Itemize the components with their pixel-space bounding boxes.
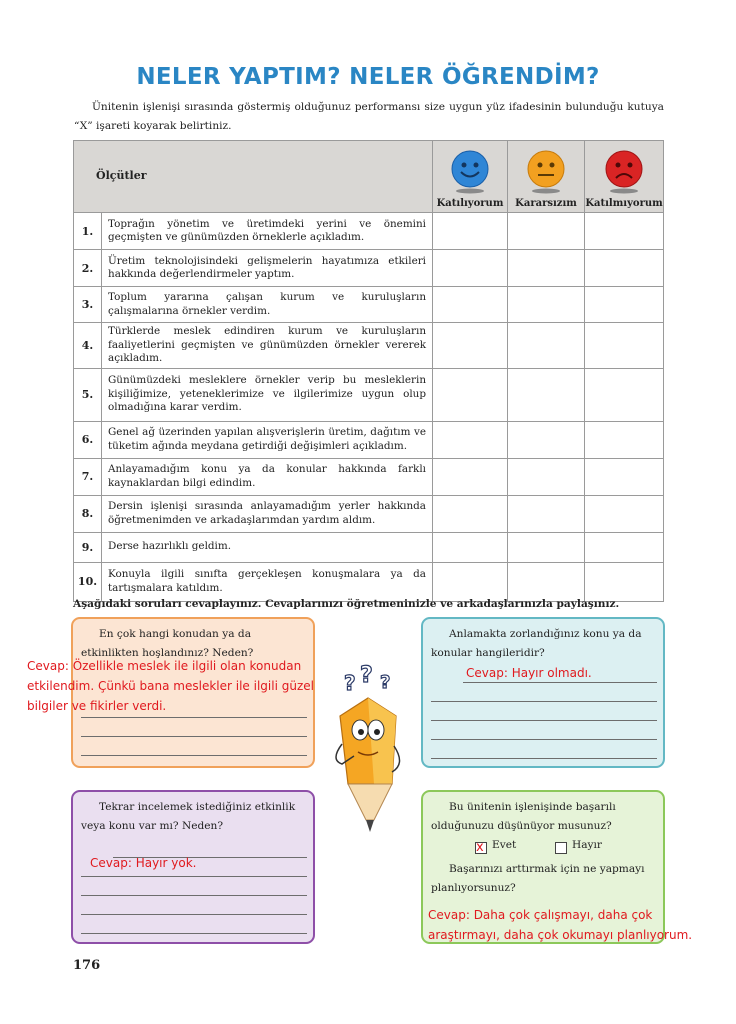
column-undecided [508,141,585,213]
agree-cell[interactable] [433,368,508,421]
table-row [74,421,664,458]
row-number: 4. [74,323,102,369]
row-number: 7. [74,458,102,495]
questions-heading: Aşağıdaki soruları cevaplayınız. Cevaplarınızı öğretmeninizle ve arkadaşlarınızla paylaşınız. [73,598,620,610]
question-text: En çok hangi konudan ya da etkinlikten hoşlandınız? Neden? [81,628,254,659]
agree-cell[interactable] [433,421,508,458]
answer-review: Cevap: Hayır yok. [90,856,197,870]
row-number: 5. [74,368,102,421]
disagree-cell[interactable] [585,421,664,458]
page-title: NELER YAPTIM? NELER ÖĞRENDİM? [136,64,600,90]
column-disagree-label: Katılmıyorum [585,198,663,209]
question-box-difficult [421,617,665,768]
criteria-table [73,140,664,602]
answer-plan: Cevap: Daha çok çalışmayı, daha çok araştırmayı, daha çok okumayı planlıyorum. [428,908,693,942]
row-text: Anlayamadığım konu ya da konular hakkında farklı kaynaklardan bilgi edindim. [102,458,433,495]
undecided-cell[interactable] [508,368,585,421]
svg-text:?: ? [380,672,391,693]
disagree-cell[interactable] [585,532,664,562]
table-row [74,368,664,421]
disagree-cell[interactable] [585,495,664,532]
answer-difficult: Cevap: Hayır olmadı. [466,666,592,680]
row-number: 9. [74,532,102,562]
row-text: Toplum yararına çalışan kurum ve kuruluşların çalışmalarına örnekler verdim. [102,287,433,323]
undecided-cell[interactable] [508,458,585,495]
disagree-cell[interactable] [585,368,664,421]
column-disagree [585,141,664,213]
table-row [74,323,664,369]
instructions: Ünitenin işlenişi sırasında göstermiş olduğunuz performansı size uygun yüz ifadesinin bulunduğu kutuya “X” işareti koyarak belirtiniz. [74,101,664,132]
disagree-cell[interactable] [585,458,664,495]
criteria-header: Ölçütler [74,141,433,213]
question-text: Anlamakta zorlandığınız konu ya da konular hangileridir? [431,628,642,659]
agree-cell[interactable] [433,562,508,601]
undecided-cell[interactable] [508,323,585,369]
agree-cell[interactable] [433,458,508,495]
no-checkbox[interactable] [555,842,567,854]
question-text-2: Başarınızı arttırmak için ne yapmayı planlıyorsunuz? [431,863,645,894]
svg-text:?: ? [344,671,356,695]
question-text: Tekrar incelemek istediğiniz etkinlik veya konu var mı? Neden? [81,801,296,832]
column-undecided-label: Kararsızım [515,198,577,209]
disagree-cell[interactable] [585,287,664,323]
row-text: Günümüzdeki mesleklere örnekler verip bu mesleklerin kişiliğimize, yeteneklerimize ve ilgilerimize uygun olup olmadığına karar verdim. [102,368,433,421]
disagree-cell[interactable] [585,213,664,250]
undecided-cell[interactable] [508,562,585,601]
row-number: 3. [74,287,102,323]
undecided-cell[interactable] [508,495,585,532]
agree-cell[interactable] [433,495,508,532]
undecided-cell[interactable] [508,287,585,323]
svg-text:?: ? [360,664,373,688]
page-number: 176 [73,958,101,973]
undecided-cell[interactable] [508,250,585,287]
table-row [74,532,664,562]
table-row [74,213,664,250]
answer-favorite: Cevap: Özellikle meslek ile ilgili olan konudan etkilendim. Çünkü bana meslekler ile ilgili güzel bilgiler ve fikirler verdi. [27,659,314,713]
table-row [74,287,664,323]
agree-cell[interactable] [433,323,508,369]
row-text: Genel ağ üzerinden yapılan alışverişlerin üretim, dağıtım ve tüketim ağında meydana getirdiği değişimleri açıkladım. [102,421,433,458]
row-text: Türklerde meslek edindiren kurum ve kuruluşların faaliyetlerini geçmişten ve günümüzden örnekler vererek açıkladım. [102,323,433,369]
column-agree-label: Katılıyorum [436,198,504,209]
row-number: 1. [74,213,102,250]
happy-face-icon [450,150,490,194]
yes-label: Evet [492,839,517,851]
row-number: 6. [74,421,102,458]
row-text: Üretim teknolojisindeki gelişmelerin hayatımıza etkileri hakkında değerlendirmeler yaptım. [102,250,433,287]
no-label: Hayır [572,839,602,851]
column-agree [433,141,508,213]
undecided-cell[interactable] [508,213,585,250]
row-text: Derse hazırlıklı geldim. [102,532,433,562]
table-row [74,250,664,287]
agree-cell[interactable] [433,250,508,287]
row-number: 8. [74,495,102,532]
table-row [74,458,664,495]
neutral-face-icon [526,150,566,194]
disagree-cell[interactable] [585,250,664,287]
disagree-cell[interactable] [585,562,664,601]
row-number: 10. [74,562,102,601]
undecided-cell[interactable] [508,532,585,562]
agree-cell[interactable] [433,532,508,562]
row-text: Dersin işlenişi sırasında anlayamadığım yerler hakkında öğretmenimden ve arkadaşlarımdan yardım aldım. [102,495,433,532]
table-row [74,495,664,532]
row-text: Konuyla ilgili sınıfta gerçekleşen konuşmalara ya da tartışmalara katıldım. [102,562,433,601]
yes-mark: x [476,840,484,855]
row-text: Toprağın yönetim ve üretimdeki yerini ve önemini geçmişten ve günümüzden örneklerle açıkladım. [102,213,433,250]
agree-cell[interactable] [433,213,508,250]
table-row [74,562,664,601]
agree-cell[interactable] [433,287,508,323]
question-text: Bu ünitenin işlenişinde başarılı olduğunuzu düşünüyor musunuz? [431,801,616,832]
sad-face-icon [604,150,644,194]
disagree-cell[interactable] [585,323,664,369]
row-number: 2. [74,250,102,287]
undecided-cell[interactable] [508,421,585,458]
